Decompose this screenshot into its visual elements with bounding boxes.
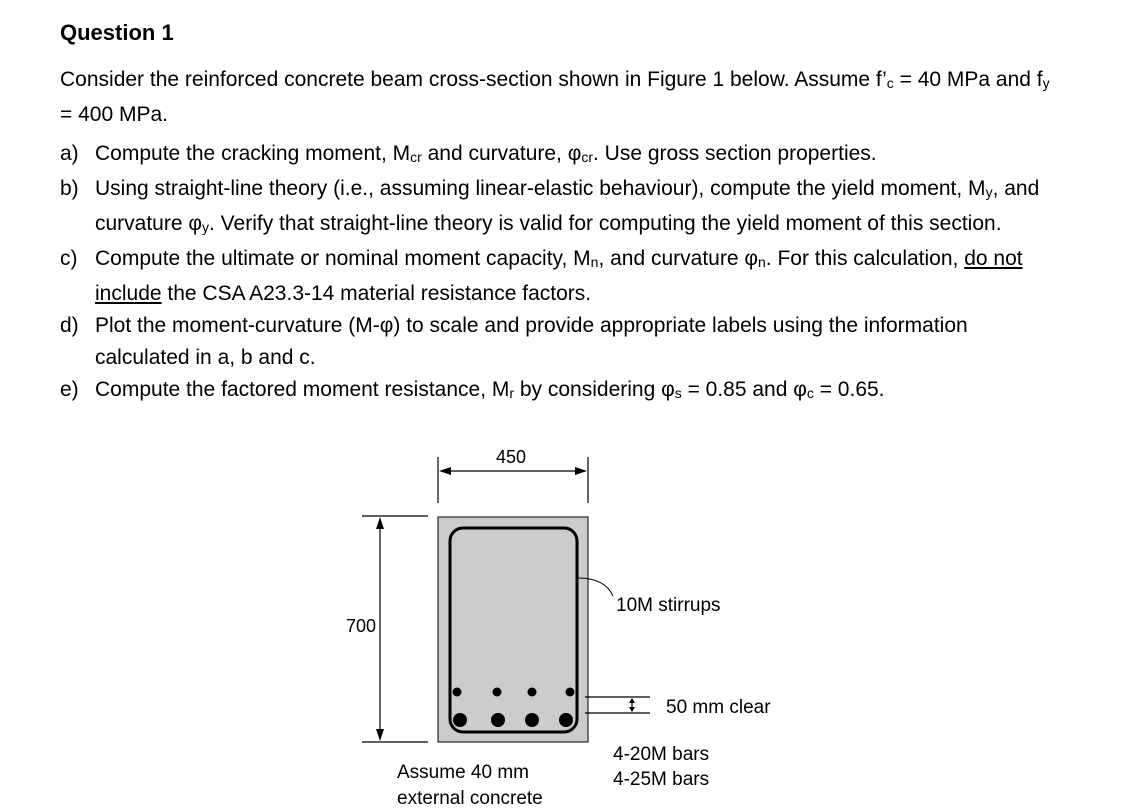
part-a-sub-2: cr	[581, 149, 593, 165]
width-label: 450	[495, 447, 527, 467]
part-e-sub-1: r	[509, 385, 515, 401]
bars-25m-label: 4-25M bars	[613, 769, 710, 790]
cover-note-line-1: Assume 40 mm	[397, 762, 529, 783]
part-c-underlined-text: do not include	[95, 247, 1023, 305]
part-c-letter: c)	[60, 247, 78, 270]
bar-20m	[453, 688, 462, 697]
clear-arrow-bottom	[629, 707, 635, 712]
height-arrow-top	[376, 517, 384, 529]
part-a-text-3: . Use gross section properties.	[593, 142, 877, 165]
bar-25m	[491, 713, 505, 727]
clear-arrow-top	[629, 698, 635, 703]
part-e-letter: e)	[60, 378, 79, 401]
part-c-sub-1: n	[590, 254, 599, 270]
height-label: 700	[345, 616, 376, 636]
part-c-text-3: . For this calculation,	[765, 247, 965, 270]
width-arrow-left	[439, 467, 451, 475]
bar-20m	[528, 688, 537, 697]
part-b-letter: b)	[60, 177, 79, 200]
part-e-text-2: by considering φ	[514, 378, 675, 401]
part-d-letter: d)	[60, 314, 79, 337]
question-title: Question 1	[60, 20, 174, 45]
clear-label: 50 mm clear	[666, 697, 771, 718]
part-b-text-2: , and curvature φ	[95, 177, 1040, 235]
part-e-sub-3: c	[806, 385, 814, 401]
part-c-text-1: Compute the ultimate or nominal moment capacity, M	[95, 247, 591, 270]
part-e-text-3: = 0.85 and φ	[681, 378, 807, 401]
part-e-text-1: Compute the factored moment resistance, M	[95, 378, 510, 401]
part-c-sub-2: n	[757, 254, 766, 270]
part-b-text-1: Using straight-line theory (i.e., assuming linear-elastic behaviour), compute the yield moment, M	[95, 177, 986, 200]
width-arrow-right	[575, 467, 587, 475]
intro-text-1: Consider the reinforced concrete beam cross-section shown in Figure 1 below. Assume f’	[60, 68, 887, 91]
intro-text-2: = 40 MPa and f	[893, 68, 1043, 91]
part-e-text-4: = 0.65.	[813, 378, 885, 401]
clear-spacing-dimension	[585, 697, 650, 713]
part-a-text-1: Compute the cracking moment, M	[95, 142, 411, 165]
part-d-text-1: Plot the moment-curvature (M-φ) to scale and provide appropriate labels using the information calculated in a, b and c.	[95, 314, 968, 369]
part-b-sub-2: y	[202, 219, 209, 235]
part-b-text-3: . Verify that straight-line theory is valid for computing the yield moment of this section.	[209, 212, 1002, 235]
intro-fc-subscript: c	[886, 75, 894, 91]
height-arrow-bottom	[376, 729, 384, 741]
part-a-text-2: and curvature, φ	[421, 142, 582, 165]
part-c-text-2: , and curvature φ	[598, 247, 758, 270]
bars-20m-label: 4-20M bars	[613, 744, 710, 765]
cover-note-line-2: external concrete	[397, 788, 543, 809]
part-c-text-4: the CSA A23.3-14 material resistance factors.	[161, 282, 592, 305]
intro-text-3: = 400 MPa.	[60, 103, 168, 126]
part-a-sub-1: cr	[410, 149, 422, 165]
part-e-sub-2: s	[674, 385, 682, 401]
bar-20m	[493, 688, 502, 697]
bar-25m	[525, 713, 539, 727]
bar-25m	[559, 713, 573, 727]
part-b-sub-1: y	[985, 184, 993, 200]
part-a-letter: a)	[60, 142, 79, 165]
bar-25m	[453, 713, 467, 727]
concrete-section	[438, 517, 588, 742]
bar-20m	[566, 688, 575, 697]
stirrups-label: 10M stirrups	[616, 595, 721, 616]
intro-fy-subscript: y	[1042, 75, 1050, 91]
